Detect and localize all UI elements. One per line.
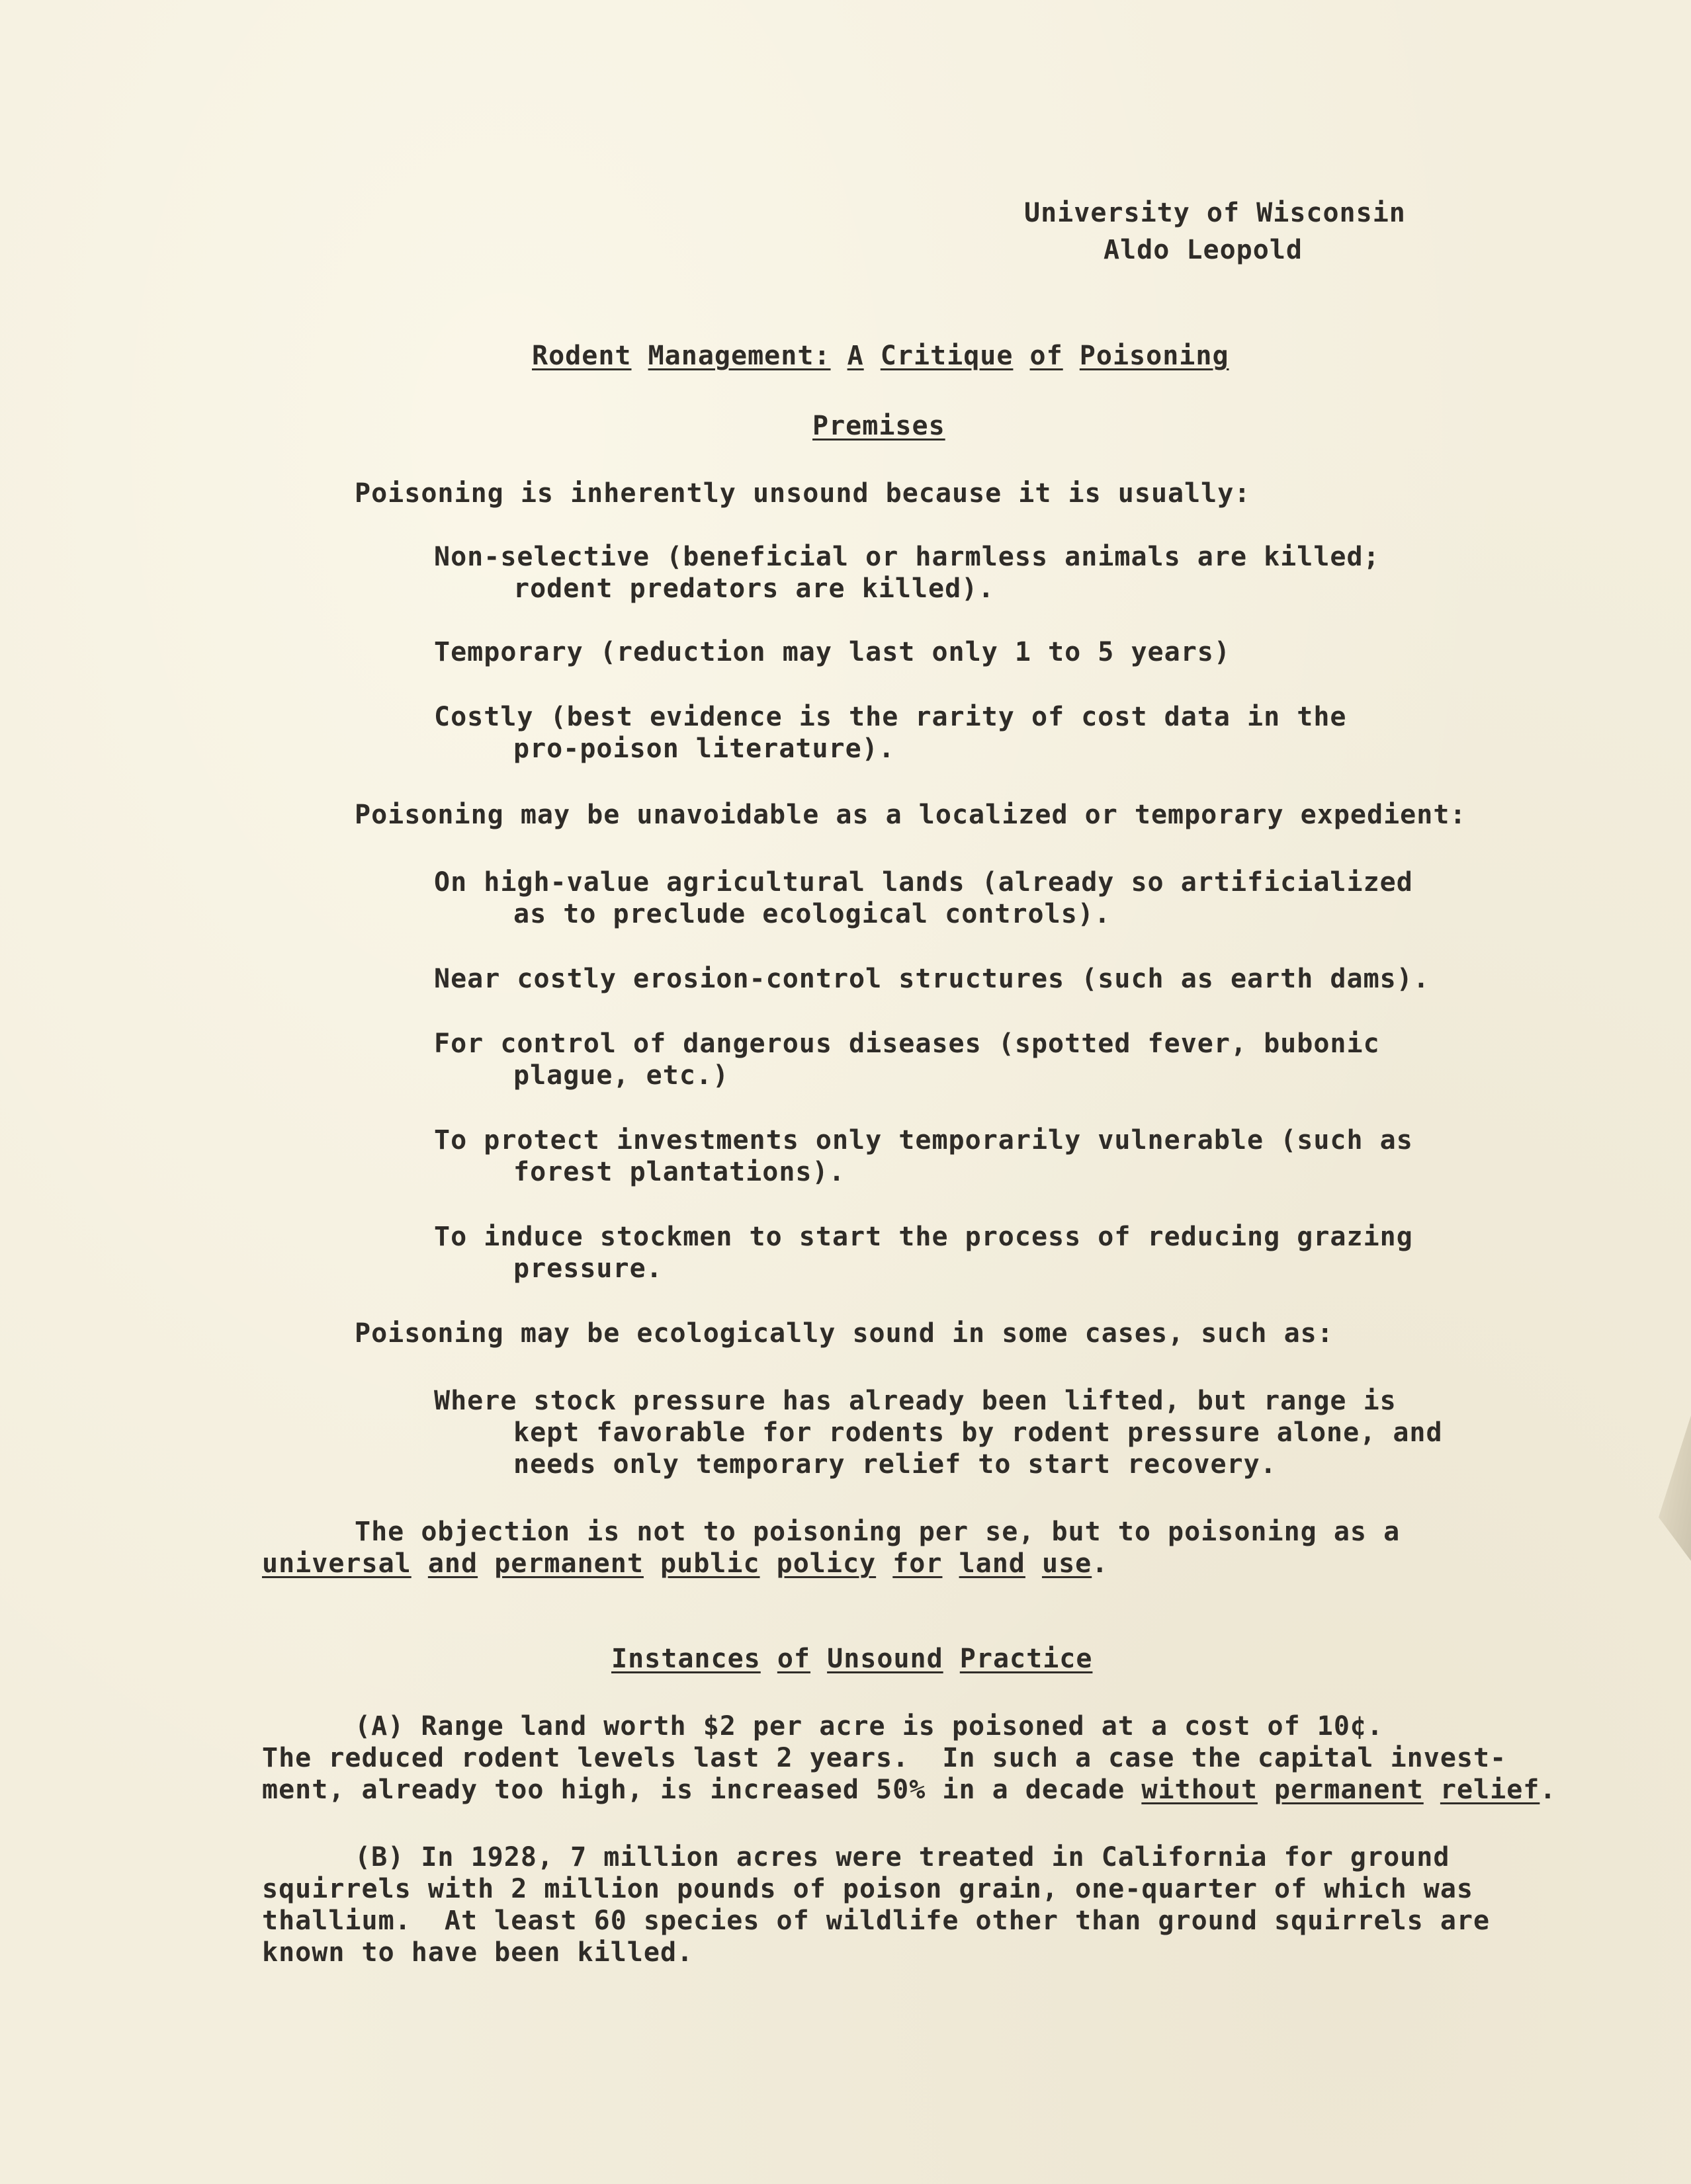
section1-item3-line1: Costly (best evidence is the rarity of cost data in the [434, 702, 1347, 732]
title-word: of [1029, 341, 1063, 371]
section2-item3-line2: plague, etc.) [513, 1060, 730, 1091]
section3-intro: Poisoning may be ecologically sound in some cases, such as: [355, 1318, 1334, 1349]
instance-b-line4: known to have been killed. [262, 1937, 694, 1968]
objection-line2 [262, 1548, 1108, 1579]
header-author: Aldo Leopold [1104, 235, 1303, 265]
section1-item3-line2: pro-poison literature). [513, 734, 895, 764]
instance-a-emphasis-word: relief [1440, 1775, 1540, 1805]
section2-item2: Near costly erosion-control structures (such as earth dams). [434, 964, 1430, 994]
section1-intro: Poisoning is inherently unsound because it is usually: [355, 478, 1251, 509]
section2-item5-line2: pressure. [513, 1253, 663, 1284]
section3-item1-line1: Where stock pressure has already been lifted, but range is [434, 1386, 1397, 1416]
section2-item1-line1: On high-value agricultural lands (already so artificialized [434, 867, 1413, 898]
instance-b-line1: (B) In 1928, 7 million acres were treated in California for ground [355, 1842, 1450, 1872]
section2-item3-line1: For control of dangerous diseases (spotted fever, bubonic [434, 1029, 1380, 1059]
objection-emphasis-word: land [959, 1548, 1025, 1579]
instance-a-line3 [262, 1774, 1556, 1806]
section2-item4-line2: forest plantations). [513, 1157, 845, 1187]
objection-period: . [1092, 1548, 1109, 1579]
instance-a-line1: (A) Range land worth $2 per acre is poisoned at a cost of 10¢. [355, 1711, 1384, 1742]
objection-line1: The objection is not to poisoning per se, but to poisoning as a [355, 1517, 1401, 1547]
objection-emphasis-word: public [660, 1548, 760, 1579]
objection-emphasis-word: universal [262, 1548, 412, 1579]
instance-a-line3-text: ment, already too high, is increased 50% in a decade [262, 1775, 1142, 1805]
objection-emphasis-word: permanent [494, 1548, 644, 1579]
instance-b-line3: thallium. At least 60 species of wildlife other than ground squirrels are [262, 1906, 1491, 1936]
objection-emphasis-word: and [427, 1548, 478, 1579]
instances-heading-word: Instances [611, 1644, 761, 1674]
instance-a-line2: The reduced rodent levels last 2 years. In such a case the capital invest- [262, 1743, 1507, 1773]
document-title [532, 340, 1229, 372]
premises-heading: Premises [812, 411, 945, 441]
section1-item2: Temporary (reduction may last only 1 to 5 years) [434, 637, 1231, 667]
instances-heading-word: Practice [959, 1644, 1093, 1674]
instance-a-emphasis-word: permanent [1274, 1775, 1424, 1805]
title-word: Critique [880, 341, 1014, 371]
objection-emphasis-word: policy [776, 1548, 877, 1579]
instances-heading-word: Unsound [827, 1644, 943, 1674]
section2-item4-line1: To protect investments only temporarily vulnerable (such as [434, 1125, 1413, 1155]
instance-b-line2: squirrels with 2 million pounds of poison grain, one-quarter of which was [262, 1874, 1473, 1904]
title-word: Poisoning [1079, 341, 1229, 371]
section2-item1-line2: as to preclude ecological controls). [513, 899, 1111, 929]
section1-item1-line1: Non-selective (beneficial or harmless animals are killed; [434, 542, 1380, 572]
title-word: A [847, 341, 864, 371]
title-word: Management: [648, 341, 831, 371]
instances-heading-word: of [777, 1644, 811, 1674]
instance-a-emphasis-word: without [1141, 1775, 1258, 1805]
objection-emphasis-word: use [1041, 1548, 1092, 1579]
instance-a-period: . [1539, 1775, 1557, 1805]
objection-emphasis-word: for [892, 1548, 943, 1579]
section3-item1-line3: needs only temporary relief to start recovery. [513, 1449, 1277, 1480]
header-affiliation: University of Wisconsin [1024, 198, 1406, 228]
instances-heading [611, 1643, 1092, 1675]
section3-item1-line2: kept favorable for rodents by rodent pressure alone, and [513, 1417, 1443, 1448]
section2-item5-line1: To induce stockmen to start the process of reducing grazing [434, 1222, 1413, 1252]
section1-item1-line2: rodent predators are killed). [513, 573, 995, 604]
title-word: Rodent [532, 341, 632, 371]
section2-intro: Poisoning may be unavoidable as a localized or temporary expedient: [355, 800, 1467, 830]
